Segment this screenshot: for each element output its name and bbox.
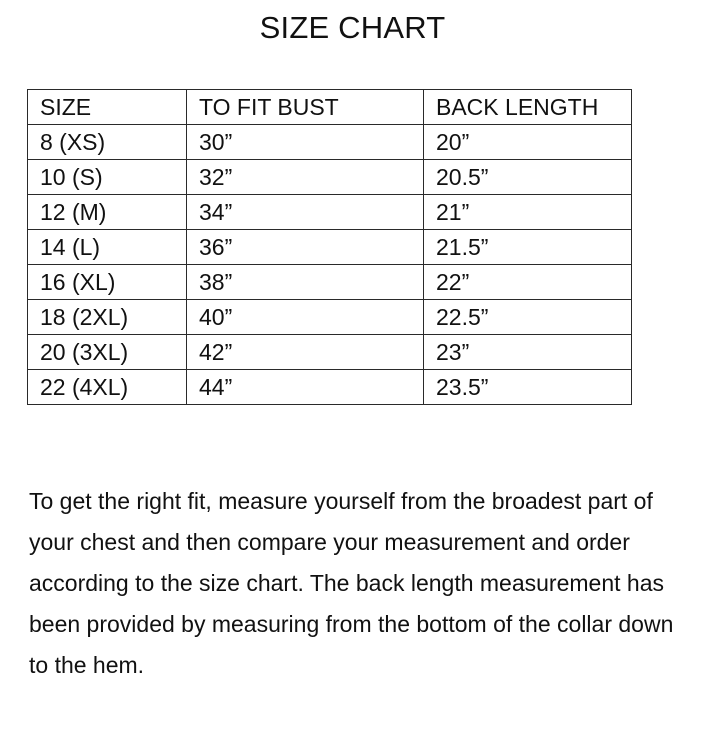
size-cell: 12 (M)	[28, 195, 187, 230]
page-title: SIZE CHART	[259, 10, 446, 45]
bust-cell: 38”	[187, 265, 424, 300]
table-row	[28, 265, 632, 300]
back-length-cell: 21.5”	[424, 230, 632, 265]
back-length-cell: 20”	[424, 125, 632, 160]
table-row	[28, 335, 632, 370]
back-length-cell: 22”	[424, 265, 632, 300]
size-cell: 14 (L)	[28, 230, 187, 265]
bust-cell: 42”	[187, 335, 424, 370]
table-row	[28, 300, 632, 335]
bust-cell: 34”	[187, 195, 424, 230]
size-cell: 16 (XL)	[28, 265, 187, 300]
size-cell: 18 (2XL)	[28, 300, 187, 335]
back-length-cell: 20.5”	[424, 160, 632, 195]
size-cell: 22 (4XL)	[28, 370, 187, 405]
size-chart-table	[27, 89, 632, 405]
bust-cell: 40”	[187, 300, 424, 335]
table-row	[28, 370, 632, 405]
bust-cell: 32”	[187, 160, 424, 195]
table-row	[28, 230, 632, 265]
size-cell: 8 (XS)	[28, 125, 187, 160]
header-back-length: BACK LENGTH	[424, 90, 632, 125]
back-length-cell: 23.5”	[424, 370, 632, 405]
fit-instructions: To get the right fit, measure yourself from the broadest part of your chest and then compare your measurement and order according to the size chart. The back length measurement has been provided by measuring from the bottom of the collar down to the hem.	[29, 488, 674, 678]
back-length-cell: 22.5”	[424, 300, 632, 335]
back-length-cell: 23”	[424, 335, 632, 370]
bust-cell: 36”	[187, 230, 424, 265]
size-cell: 10 (S)	[28, 160, 187, 195]
table-row	[28, 160, 632, 195]
header-size: SIZE	[28, 90, 187, 125]
table-row	[28, 125, 632, 160]
size-cell: 20 (3XL)	[28, 335, 187, 370]
bust-cell: 44”	[187, 370, 424, 405]
header-to-fit-bust: TO FIT BUST	[187, 90, 424, 125]
table-header-row	[28, 90, 632, 125]
table-row	[28, 195, 632, 230]
back-length-cell: 21”	[424, 195, 632, 230]
bust-cell: 30”	[187, 125, 424, 160]
